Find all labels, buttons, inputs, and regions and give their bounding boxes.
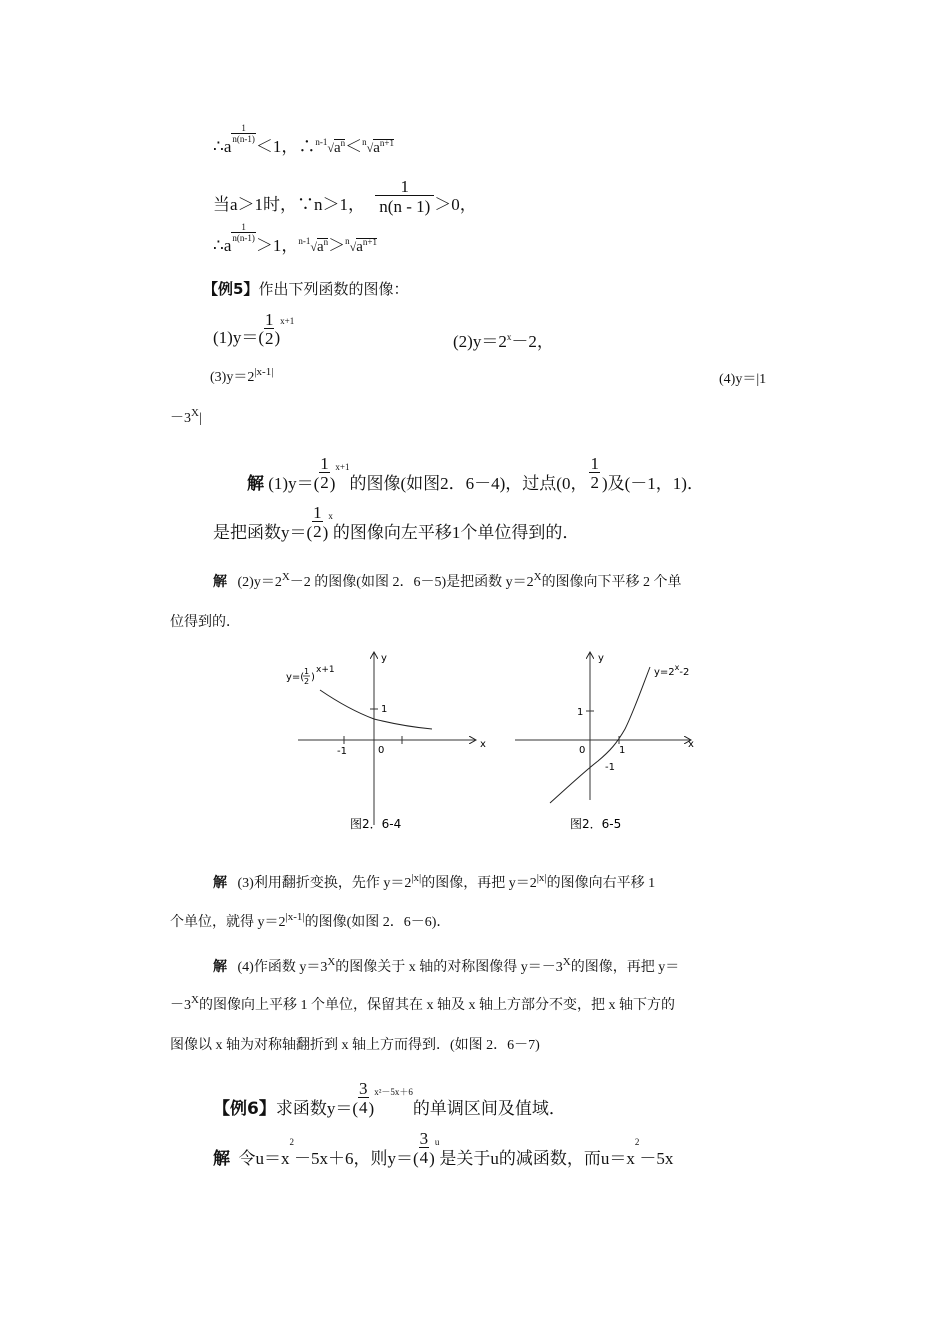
example5-formula-4a: (4)y＝|1 xyxy=(719,372,767,387)
figure-2-6-4 xyxy=(286,653,486,831)
solution1-line-1: 解 (1)y＝( $\frac{1}{2}$ )$^{x+1}$的图像(如图2．6－4)，过点(0， $\frac{1}{2}$ )及(－1，1)． xyxy=(247,454,704,494)
proof-line-1: ∴a $\frac{1}{n(n-1)}$ ＜1，$\therefore^{n-1}√a^n<^n√a^{n+1}$ xyxy=(213,123,394,156)
exponent-fraction: $\frac{1}{n(n-1)}$ xyxy=(232,123,255,145)
proof-line-3: ∴a $\frac{1}{n(n-1)}$ ＞1，$^{n-1}√a^n>^n√a^{n+1}$ xyxy=(213,222,377,255)
example5-heading: 【例5】作出下列函数的图像： xyxy=(203,280,409,298)
solution2-line-2: 位得到的． xyxy=(170,615,240,630)
fraction: $\frac{3}{4}$ xyxy=(419,1129,429,1167)
figure-caption: 图2．6-5 xyxy=(570,817,622,831)
axis-label-x: x xyxy=(480,739,486,750)
curve-label-den: 2 xyxy=(304,677,310,686)
fraction: $\frac{1}{2}$ xyxy=(313,503,322,541)
radical-icon: √ xyxy=(327,141,334,155)
example6-heading: 【例6】求函数y＝( $\frac{3}{4}$ )$^{x^2-5x+6}$的单调区间及值域． xyxy=(213,1079,566,1119)
radical-icon: √ xyxy=(349,240,357,254)
figure-caption: 图2．6-4 xyxy=(350,817,402,831)
tick-label: -1 xyxy=(605,762,615,773)
solution2-line-1: 解 $(2)y=2^X-2$ 的图像(如图 2．6－5)是把函数 $y=2^X$的图像向下平移 2 个单 xyxy=(213,571,682,590)
solution4-line-1: 解 (4)作函数 $y=3^X$的图像关于 x 轴的对称图像得 $y=-3^X$的图像，再把 y＝ xyxy=(213,956,680,975)
solution3-line-2: 个单位，就得 $y=2^{|x-1|}$的图像(如图 2．6－6)． xyxy=(170,911,451,930)
fraction: $\frac{1}{2}$ xyxy=(590,454,599,492)
tick-label: 1 xyxy=(381,704,388,715)
example5-formula-3: $(3)y=2^{|x-1|}$ xyxy=(210,366,274,385)
solution6-line-1: 解 令$u=x^2-5x+6$，则y＝( $\frac{3}{4}$ )$^u$是关于u的减函数，而$u=x^2-5x$ xyxy=(213,1129,674,1169)
solution1-line-2: 是把函数y＝( $\frac{1}{2}$ )$^x$的图像向左平移1个单位得到的． xyxy=(213,503,580,542)
curve-label: y=( xyxy=(286,672,305,683)
fraction: $\frac{1}{2}$ xyxy=(264,310,274,348)
solution3-line-1: 解 (3)利用翻折变换，先作 $y=2^{|x|}$的图像，再把 $y=2^{|x|}$的图像向右平移 1 xyxy=(213,872,656,891)
fraction: $\frac{1}{n(n - 1)}$ xyxy=(375,178,434,215)
curve-label: $y=2^x-2$ xyxy=(654,663,690,678)
fraction: $\frac{3}{4}$ xyxy=(359,1079,368,1117)
solution4-line-2: $-3^X$的图像向上平移 1 个单位，保留其在 x 轴及 x 轴上方部分不变，把 x 轴下方的 xyxy=(170,994,675,1013)
proof-line-2: 当a＞1时，∵n＞1， $\frac{1}{n(n - 1)}$ ＞0， xyxy=(213,177,477,216)
axis-label-y: y xyxy=(381,653,387,664)
origin-label: 0 xyxy=(378,745,385,756)
example5-formula-4b: $-3^X|$ xyxy=(170,407,202,426)
example5-formula-1: (1)y＝( $\frac{1}{2}$ )$^{x+1}$ xyxy=(213,310,295,348)
tick-label: 1 xyxy=(577,707,584,718)
radical-icon: √ xyxy=(310,240,317,254)
curve-label-exp: x+1 xyxy=(316,665,335,675)
curve-label-num: 1 xyxy=(304,667,310,676)
tick-label: 1 xyxy=(619,745,626,756)
figures-panel xyxy=(280,645,700,840)
figure-2-6-5 xyxy=(515,653,694,831)
exponent-fraction: $\frac{1}{n(n-1)}$ xyxy=(232,222,255,244)
curve-label-paren: ) xyxy=(311,672,315,683)
radical-icon: √ xyxy=(366,141,374,155)
solution4-line-3: 图像以 x 轴为对称轴翻折到 x 轴上方而得到．(如图 2．6－7) xyxy=(170,1038,540,1053)
curve xyxy=(550,667,650,803)
tick-label: -1 xyxy=(337,746,347,757)
axis-label-y: y xyxy=(598,653,604,664)
axis-label-x: x xyxy=(688,739,694,750)
origin-label: 0 xyxy=(579,745,586,756)
example5-formula-2: $(2)y=2^x-2$， xyxy=(453,332,554,351)
fraction: $\frac{1}{2}$ xyxy=(320,454,329,492)
